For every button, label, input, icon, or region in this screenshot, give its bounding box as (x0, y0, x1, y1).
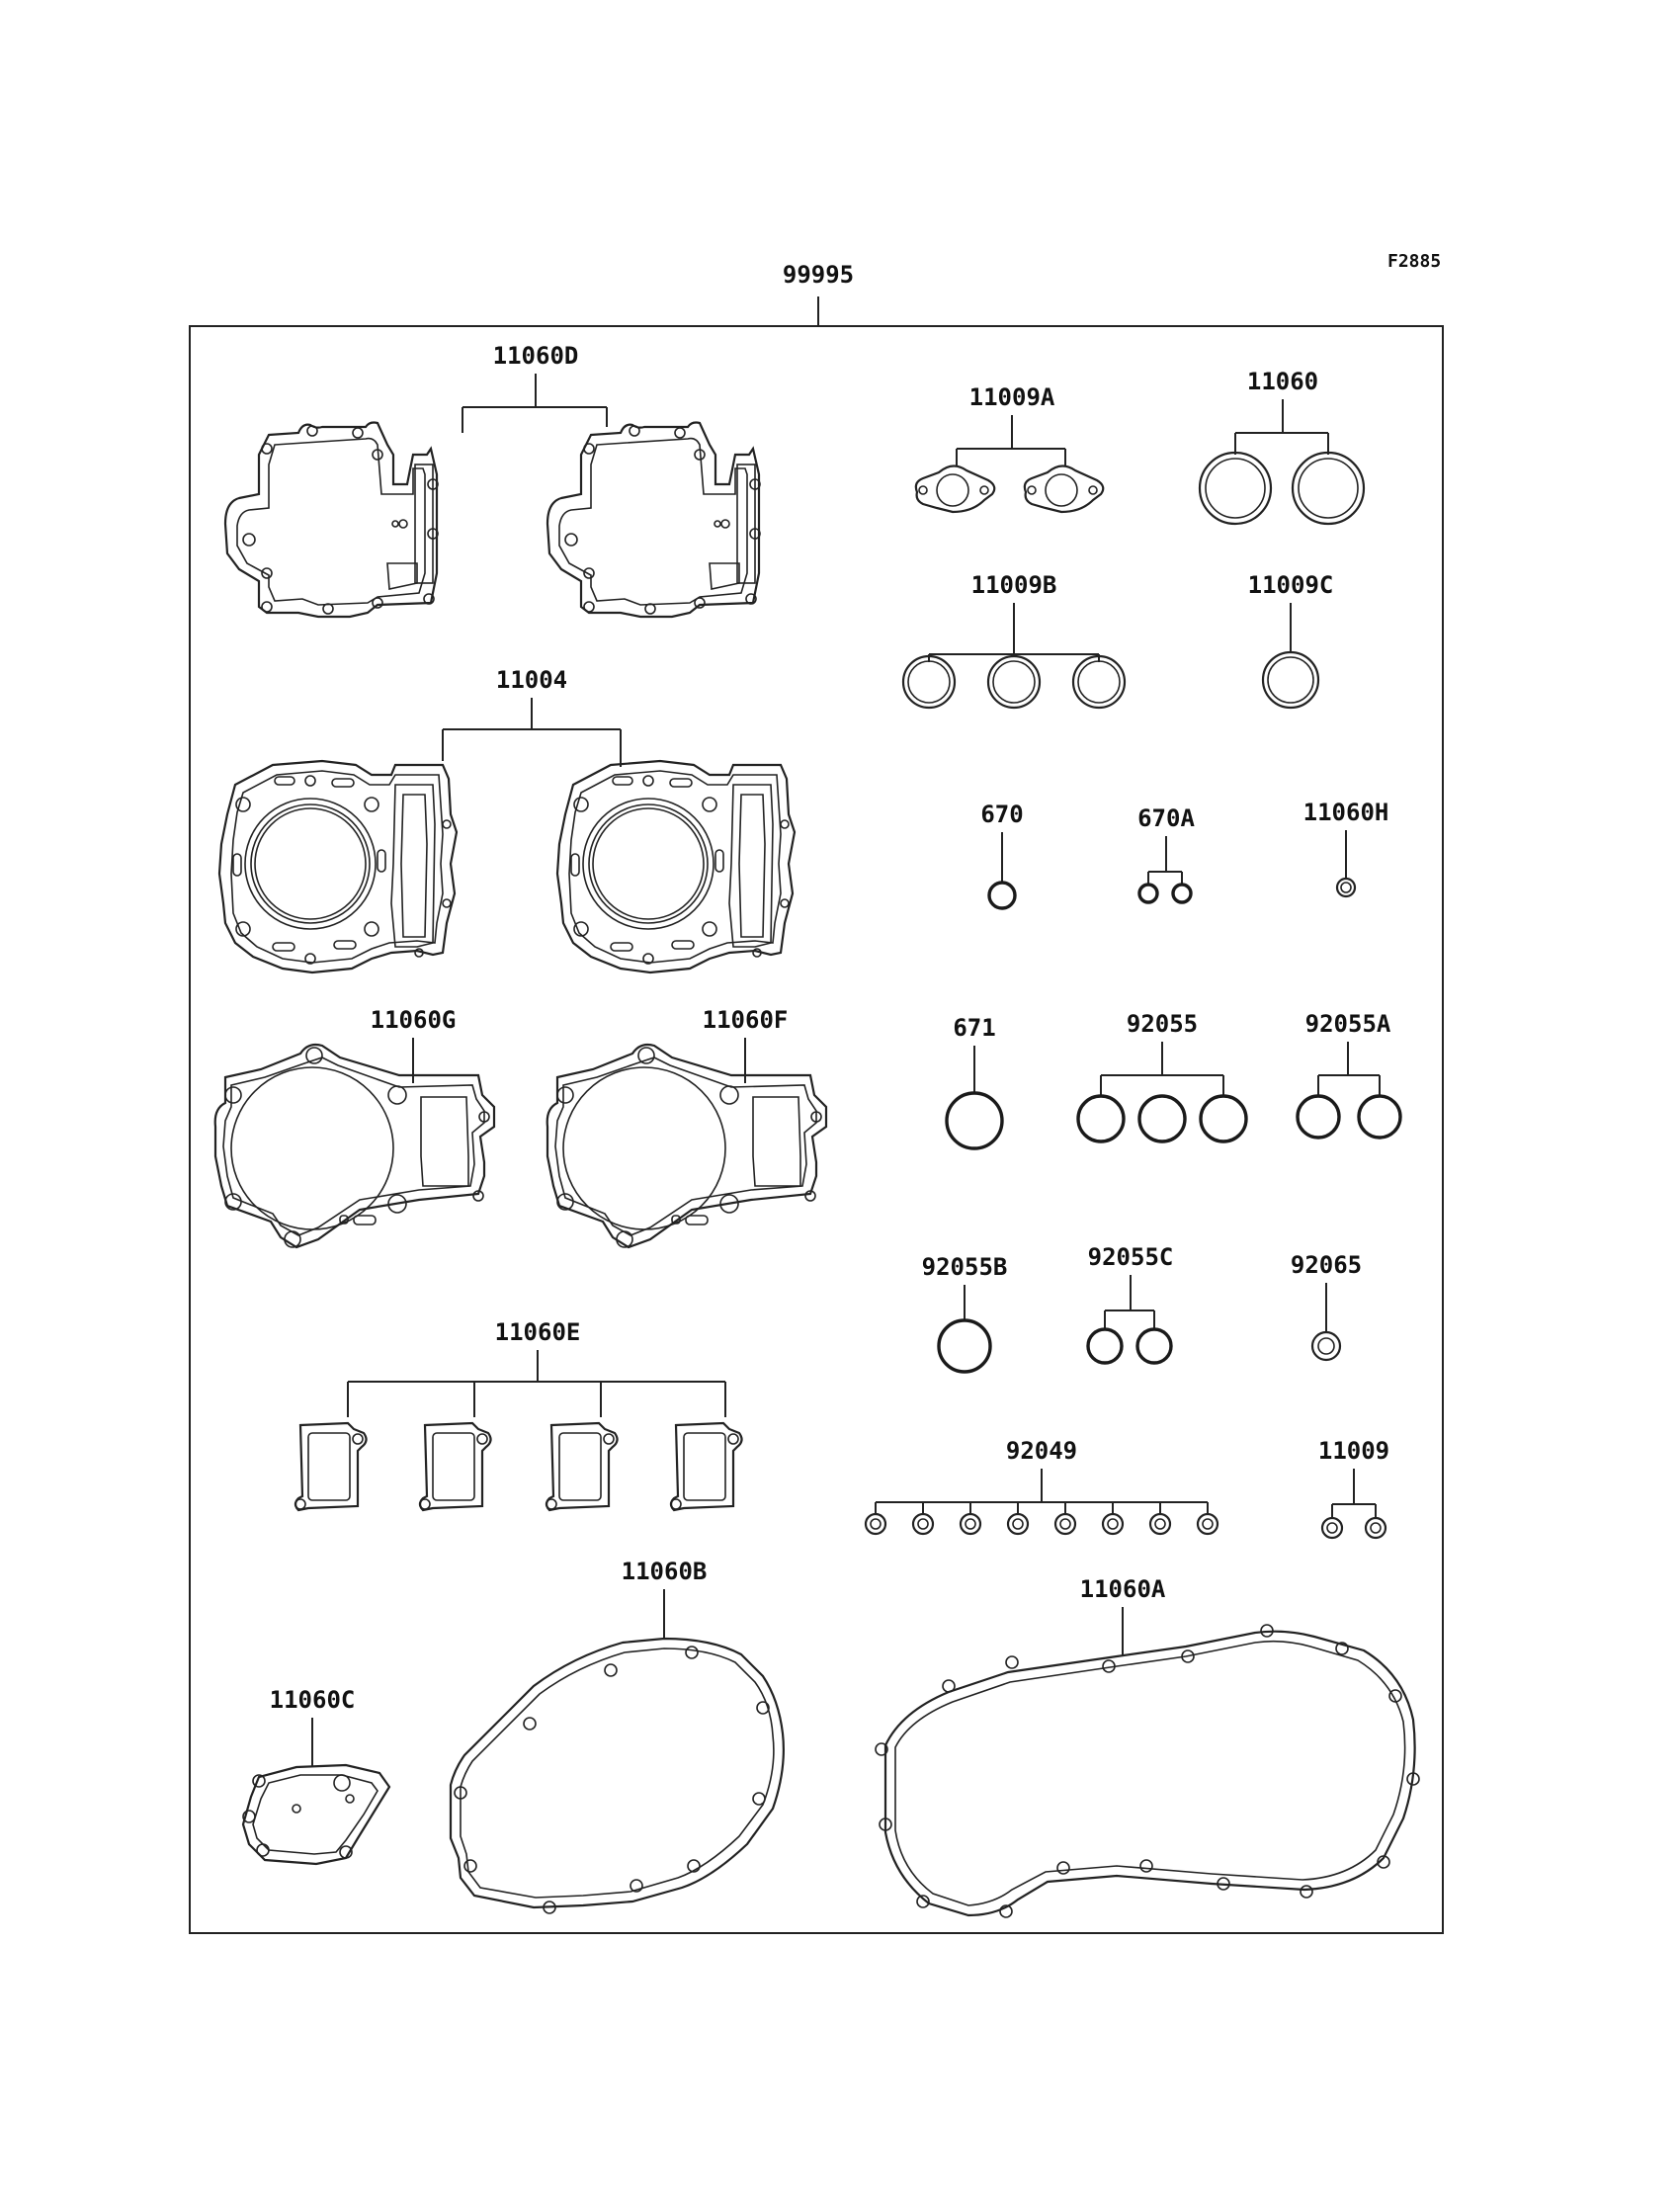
crankcase-cover-gasket (876, 1625, 1419, 1917)
seal-92049-2 (913, 1514, 933, 1534)
o-ring-670A-1 (1139, 885, 1157, 902)
label-11060F: 11060F (702, 1006, 789, 1034)
label-670A: 670A (1137, 804, 1195, 832)
head-cover-gasket-2 (547, 423, 760, 618)
kit-label: 99995 (782, 261, 855, 289)
label-92055: 92055 (1126, 1010, 1199, 1038)
label-92049: 92049 (1005, 1437, 1078, 1465)
square-gasket-3 (546, 1423, 618, 1510)
label-92055B: 92055B (921, 1253, 1008, 1281)
exhaust-ring-11060-1 (1200, 453, 1271, 524)
label-671: 671 (953, 1014, 996, 1042)
ring-11009B-1 (903, 656, 955, 708)
square-gasket-2 (420, 1423, 491, 1510)
water-pump-gasket (243, 1765, 389, 1864)
label-92055A: 92055A (1304, 1010, 1391, 1038)
o-ring-92055-1 (1078, 1096, 1124, 1141)
o-ring-92055-2 (1139, 1096, 1185, 1141)
head-gasket-2 (557, 761, 795, 972)
seal-92049-3 (961, 1514, 980, 1534)
o-ring-671 (947, 1093, 1002, 1148)
o-ring-92055A-1 (1298, 1096, 1339, 1138)
label-11060A: 11060A (1079, 1575, 1166, 1603)
label-11004: 11004 (495, 666, 568, 694)
seal-92049-7 (1150, 1514, 1170, 1534)
ring-11009B-3 (1073, 656, 1125, 708)
label-11009A: 11009A (968, 383, 1055, 411)
leader-11009B (929, 603, 1099, 662)
exhaust-flange-gasket-1 (916, 465, 994, 512)
figure-code: F2885 (1387, 251, 1442, 272)
seal-11009-1 (1322, 1518, 1342, 1538)
o-ring-92055B (939, 1320, 990, 1372)
label-92055C: 92055C (1087, 1243, 1174, 1271)
o-ring-670 (989, 883, 1015, 908)
seal-92049-1 (866, 1514, 885, 1534)
label-670: 670 (980, 801, 1024, 828)
leader-11060 (1235, 399, 1328, 455)
leader-92055C (1105, 1275, 1154, 1328)
ring-11009B-2 (988, 656, 1040, 708)
exhaust-ring-11060-2 (1293, 453, 1364, 524)
o-ring-92055-3 (1201, 1096, 1246, 1141)
label-11009: 11009 (1317, 1437, 1390, 1465)
o-ring-92055A-2 (1359, 1096, 1400, 1138)
leader-92049 (876, 1469, 1208, 1514)
leader-11060E (348, 1350, 725, 1417)
square-gasket-1 (295, 1423, 367, 1510)
label-11060D: 11060D (492, 342, 579, 370)
label-11060C: 11060C (269, 1686, 356, 1714)
base-gasket-f (547, 1045, 826, 1247)
exhaust-flange-gasket-2 (1025, 465, 1103, 512)
seal-92049-5 (1055, 1514, 1075, 1534)
leader-92055 (1101, 1042, 1223, 1095)
leader-11009A (957, 415, 1065, 466)
label-92065: 92065 (1290, 1251, 1363, 1279)
seal-11009-2 (1366, 1518, 1386, 1538)
label-11060B: 11060B (621, 1558, 708, 1585)
leader-670A (1148, 836, 1182, 884)
leader-11009 (1332, 1469, 1376, 1518)
clutch-cover-gasket (451, 1639, 784, 1913)
o-ring-670A-2 (1173, 885, 1191, 902)
label-11009C: 11009C (1247, 571, 1334, 599)
kit-frame (190, 326, 1443, 1933)
label-11060E: 11060E (494, 1318, 581, 1346)
seal-92049-6 (1103, 1514, 1123, 1534)
leader-11004 (443, 698, 621, 767)
label-11060G: 11060G (370, 1006, 457, 1034)
label-11060H: 11060H (1302, 799, 1389, 826)
head-gasket-1 (219, 761, 457, 972)
base-gasket-g (215, 1045, 494, 1247)
seal-92049-4 (1008, 1514, 1028, 1534)
head-cover-gasket-1 (225, 423, 438, 618)
label-11009B: 11009B (970, 571, 1057, 599)
washer-11060H (1337, 879, 1355, 896)
o-ring-92055C-2 (1137, 1329, 1171, 1363)
ring-11009C (1263, 652, 1318, 708)
leader-92055A (1318, 1042, 1380, 1095)
o-ring-92055C-1 (1088, 1329, 1122, 1363)
label-11060: 11060 (1246, 368, 1319, 395)
washer-92065 (1312, 1332, 1340, 1360)
seal-92049-8 (1198, 1514, 1218, 1534)
square-gasket-4 (671, 1423, 742, 1510)
leader-11060D (462, 374, 607, 433)
